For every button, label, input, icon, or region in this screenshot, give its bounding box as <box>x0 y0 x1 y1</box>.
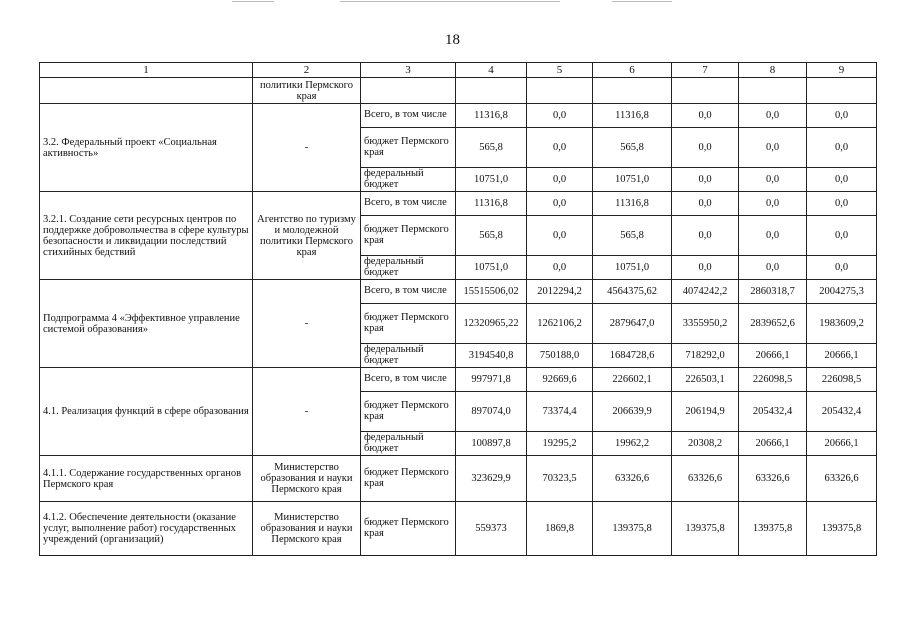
amount-cell: 3355950,2 <box>672 304 739 344</box>
empty-cell <box>361 78 456 104</box>
amount-cell: 0,0 <box>739 128 807 168</box>
amount-cell: 205432,4 <box>807 392 877 432</box>
amount-cell: 3194540,8 <box>456 344 527 368</box>
table-row <box>40 104 877 128</box>
amount-cell: 226602,1 <box>593 368 672 392</box>
funding-source-cell: федеральный бюджет <box>361 168 456 192</box>
amount-cell: 20666,1 <box>739 432 807 456</box>
amount-cell: 10751,0 <box>456 168 527 192</box>
header-row <box>40 63 877 78</box>
amount-cell: 0,0 <box>527 256 593 280</box>
empty-cell <box>456 78 527 104</box>
amount-cell: 206639,9 <box>593 392 672 432</box>
executor-cell: Министерство образования и науки Пермского края <box>253 502 361 556</box>
column-header: 4 <box>456 63 527 78</box>
amount-cell: 10751,0 <box>456 256 527 280</box>
empty-cell <box>593 78 672 104</box>
amount-cell: 100897,8 <box>456 432 527 456</box>
page-number: 18 <box>445 32 460 48</box>
amount-cell: 19962,2 <box>593 432 672 456</box>
column-header: 3 <box>361 63 456 78</box>
amount-cell: 1983609,2 <box>807 304 877 344</box>
amount-cell: 11316,8 <box>593 192 672 216</box>
amount-cell: 897074,0 <box>456 392 527 432</box>
amount-cell: 0,0 <box>739 192 807 216</box>
executor-cell: - <box>253 104 361 192</box>
table-row <box>40 502 877 556</box>
amount-cell: 11316,8 <box>456 192 527 216</box>
executor-cell: Министерство образования и науки Пермского края <box>253 456 361 502</box>
amount-cell: 20666,1 <box>807 344 877 368</box>
item-name-cell: 3.2.1. Создание сети ресурсных центров по поддержке добровольчества в сфере культуры безопасности и ликвидации последствий стихийных бедствий <box>40 192 253 280</box>
amount-cell: 0,0 <box>527 216 593 256</box>
amount-cell: 2860318,7 <box>739 280 807 304</box>
amount-cell: 565,8 <box>456 216 527 256</box>
amount-cell: 1684728,6 <box>593 344 672 368</box>
funding-source-cell: бюджет Пермского края <box>361 216 456 256</box>
amount-cell: 205432,4 <box>739 392 807 432</box>
amount-cell: 0,0 <box>527 168 593 192</box>
amount-cell: 0,0 <box>672 256 739 280</box>
amount-cell: 1262106,2 <box>527 304 593 344</box>
funding-source-cell: федеральный бюджет <box>361 344 456 368</box>
amount-cell: 323629,9 <box>456 456 527 502</box>
column-header: 8 <box>739 63 807 78</box>
funding-source-cell: бюджет Пермского края <box>361 456 456 502</box>
amount-cell: 4074242,2 <box>672 280 739 304</box>
table-row <box>40 192 877 216</box>
amount-cell: 63326,6 <box>672 456 739 502</box>
column-header: 7 <box>672 63 739 78</box>
funding-source-cell: Всего, в том числе <box>361 192 456 216</box>
column-header: 6 <box>593 63 672 78</box>
amount-cell: 2012294,2 <box>527 280 593 304</box>
item-name-cell: 4.1. Реализация функций в сфере образования <box>40 368 253 456</box>
amount-cell: 0,0 <box>739 256 807 280</box>
empty-cell <box>527 78 593 104</box>
funding-source-cell: федеральный бюджет <box>361 432 456 456</box>
amount-cell: 0,0 <box>739 168 807 192</box>
item-name-cell: Подпрограмма 4 «Эффективное управление системой образования» <box>40 280 253 368</box>
amount-cell: 0,0 <box>807 128 877 168</box>
funding-source-cell: бюджет Пермского края <box>361 128 456 168</box>
budget-table <box>39 62 877 556</box>
amount-cell: 0,0 <box>672 168 739 192</box>
item-name-cell: 3.2. Федеральный проект «Социальная активность» <box>40 104 253 192</box>
amount-cell: 0,0 <box>672 128 739 168</box>
amount-cell: 139375,8 <box>672 502 739 556</box>
amount-cell: 0,0 <box>807 256 877 280</box>
scan-artifact-line <box>340 1 560 2</box>
amount-cell: 559373 <box>456 502 527 556</box>
empty-cell <box>672 78 739 104</box>
amount-cell: 0,0 <box>672 192 739 216</box>
amount-cell: 11316,8 <box>593 104 672 128</box>
amount-cell: 63326,6 <box>739 456 807 502</box>
amount-cell: 2004275,3 <box>807 280 877 304</box>
amount-cell: 206194,9 <box>672 392 739 432</box>
amount-cell: 0,0 <box>807 192 877 216</box>
amount-cell: 2879647,0 <box>593 304 672 344</box>
funding-source-cell: Всего, в том числе <box>361 368 456 392</box>
funding-source-cell: бюджет Пермского края <box>361 502 456 556</box>
amount-cell: 20666,1 <box>807 432 877 456</box>
amount-cell: 10751,0 <box>593 168 672 192</box>
amount-cell: 226098,5 <box>739 368 807 392</box>
executor-cell: - <box>253 280 361 368</box>
amount-cell: 0,0 <box>527 128 593 168</box>
amount-cell: 20308,2 <box>672 432 739 456</box>
amount-cell: 565,8 <box>593 128 672 168</box>
executor-cell: политики Пермского края <box>253 78 361 104</box>
empty-cell <box>807 78 877 104</box>
amount-cell: 226503,1 <box>672 368 739 392</box>
amount-cell: 0,0 <box>672 104 739 128</box>
executor-cell: Агентство по туризму и молодежной политики Пермского края <box>253 192 361 280</box>
amount-cell: 0,0 <box>807 104 877 128</box>
table-row <box>40 456 877 502</box>
amount-cell: 750188,0 <box>527 344 593 368</box>
amount-cell: 139375,8 <box>739 502 807 556</box>
column-header: 1 <box>40 63 253 78</box>
amount-cell: 20666,1 <box>739 344 807 368</box>
table-row <box>40 280 877 304</box>
amount-cell: 565,8 <box>456 128 527 168</box>
amount-cell: 92669,6 <box>527 368 593 392</box>
amount-cell: 0,0 <box>527 104 593 128</box>
scan-artifact-line <box>232 1 274 2</box>
amount-cell: 226098,5 <box>807 368 877 392</box>
item-name-cell: 4.1.1. Содержание государственных органов Пермского края <box>40 456 253 502</box>
table-row <box>40 368 877 392</box>
funding-source-cell: Всего, в том числе <box>361 280 456 304</box>
executor-cell: - <box>253 368 361 456</box>
amount-cell: 12320965,22 <box>456 304 527 344</box>
amount-cell: 565,8 <box>593 216 672 256</box>
amount-cell: 997971,8 <box>456 368 527 392</box>
amount-cell: 19295,2 <box>527 432 593 456</box>
amount-cell: 63326,6 <box>807 456 877 502</box>
funding-source-cell: Всего, в том числе <box>361 104 456 128</box>
scan-artifact-line <box>612 1 672 2</box>
amount-cell: 0,0 <box>739 104 807 128</box>
empty-cell <box>40 78 253 104</box>
amount-cell: 718292,0 <box>672 344 739 368</box>
amount-cell: 11316,8 <box>456 104 527 128</box>
amount-cell: 0,0 <box>739 216 807 256</box>
amount-cell: 0,0 <box>807 216 877 256</box>
amount-cell: 73374,4 <box>527 392 593 432</box>
amount-cell: 15515506,02 <box>456 280 527 304</box>
amount-cell: 0,0 <box>672 216 739 256</box>
amount-cell: 0,0 <box>807 168 877 192</box>
funding-source-cell: бюджет Пермского края <box>361 304 456 344</box>
amount-cell: 63326,6 <box>593 456 672 502</box>
item-name-cell: 4.1.2. Обеспечение деятельности (оказание услуг, выполнение работ) государственных учреждений (организаций) <box>40 502 253 556</box>
empty-cell <box>739 78 807 104</box>
column-header: 9 <box>807 63 877 78</box>
amount-cell: 139375,8 <box>807 502 877 556</box>
amount-cell: 4564375,62 <box>593 280 672 304</box>
amount-cell: 1869,8 <box>527 502 593 556</box>
amount-cell: 10751,0 <box>593 256 672 280</box>
column-header: 5 <box>527 63 593 78</box>
amount-cell: 70323,5 <box>527 456 593 502</box>
continuation-row <box>40 78 877 104</box>
amount-cell: 2839652,6 <box>739 304 807 344</box>
column-header: 2 <box>253 63 361 78</box>
funding-source-cell: бюджет Пермского края <box>361 392 456 432</box>
amount-cell: 139375,8 <box>593 502 672 556</box>
funding-source-cell: федеральный бюджет <box>361 256 456 280</box>
amount-cell: 0,0 <box>527 192 593 216</box>
